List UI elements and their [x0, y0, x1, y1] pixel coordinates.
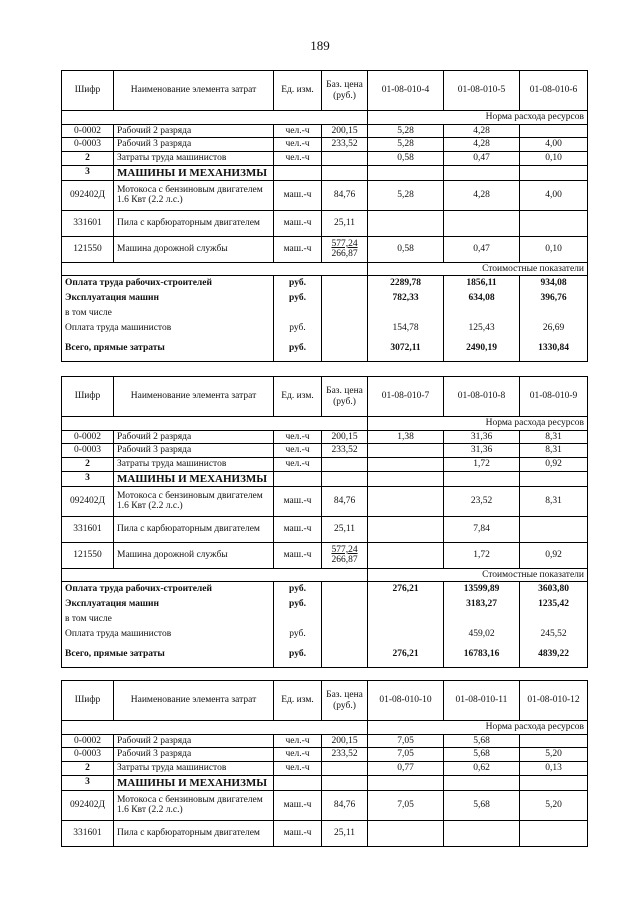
row-price: 200,15 [322, 430, 368, 444]
row-value-v1 [368, 471, 444, 486]
row-unit: чел.-ч [274, 761, 322, 775]
cost-price-empty [322, 612, 368, 627]
row-code: 0-0002 [62, 430, 114, 444]
row-value-v2: 7,84 [444, 516, 520, 542]
cost-unit: руб. [274, 291, 322, 306]
cost-row [62, 306, 588, 321]
cost-row [62, 321, 588, 336]
row-value-v1: 1,38 [368, 430, 444, 444]
row-code: 121550 [62, 542, 114, 568]
row-name: Мотокоса с бензиновым двигателем 1.6 Квт (2.2 л.с.) [114, 486, 274, 516]
cost-row [62, 597, 588, 612]
table-row [62, 151, 588, 165]
row-value-v2: 0,47 [444, 236, 520, 262]
cost-unit: руб. [274, 597, 322, 612]
row-unit: маш.-ч [274, 542, 322, 568]
row-code: 092402Д [62, 790, 114, 820]
row-value-v2: 1,72 [444, 457, 520, 471]
cost-value-v1: 276,21 [368, 642, 444, 668]
row-code: 0-0003 [62, 138, 114, 152]
row-value-v1 [368, 165, 444, 180]
row-unit: чел.-ч [274, 124, 322, 138]
cost-value-v2: 2490,19 [444, 336, 520, 362]
row-value-v3: 8,31 [520, 486, 588, 516]
cost-unit: руб. [274, 321, 322, 336]
norm-label: Норма расхода ресурсов [368, 111, 588, 125]
row-name: Машина дорожной службы [114, 542, 274, 568]
row-price [322, 761, 368, 775]
header-unit: Ед. изм. [274, 71, 322, 111]
row-value-v1 [368, 444, 444, 458]
row-code: 331601 [62, 210, 114, 236]
row-unit: чел.-ч [274, 734, 322, 748]
row-unit: чел.-ч [274, 430, 322, 444]
row-code: 0-0002 [62, 124, 114, 138]
table-row [62, 486, 588, 516]
table-row [62, 165, 588, 180]
row-name: Рабочий 2 разряда [114, 124, 274, 138]
cost-value-v3: 1330,84 [520, 336, 588, 362]
row-code: 0-0003 [62, 748, 114, 762]
cost-unit: руб. [274, 642, 322, 668]
row-value-v3 [520, 471, 588, 486]
cost-label-spacer [62, 262, 368, 276]
norm-label: Норма расхода ресурсов [368, 721, 588, 735]
row-code: 092402Д [62, 180, 114, 210]
cost-unit: руб. [274, 336, 322, 362]
cost-value-v2: 125,43 [444, 321, 520, 336]
row-value-v2: 5,68 [444, 748, 520, 762]
row-value-v3 [520, 210, 588, 236]
row-value-v1: 5,28 [368, 138, 444, 152]
header-unit: Ед. изм. [274, 377, 322, 417]
row-value-v2 [444, 775, 520, 790]
cost-value-v3: 26,69 [520, 321, 588, 336]
row-value-v3: 4,00 [520, 180, 588, 210]
cost-name: Всего, прямые затраты [62, 336, 274, 362]
cost-price-empty [322, 336, 368, 362]
row-price-bottom: 266,87 [331, 249, 358, 260]
row-unit: чел.-ч [274, 444, 322, 458]
cost-value-v2 [444, 306, 520, 321]
row-price-top: 577,24 [331, 544, 358, 555]
header-col2: 01-08-010-8 [444, 377, 520, 417]
row-value-v3: 8,31 [520, 444, 588, 458]
cost-price-empty [322, 582, 368, 597]
row-name: МАШИНЫ И МЕХАНИЗМЫ [114, 775, 274, 790]
table-row [62, 748, 588, 762]
row-value-v1 [368, 210, 444, 236]
row-code: 2 [62, 151, 114, 165]
table-row [62, 820, 588, 846]
row-value-v2: 23,52 [444, 486, 520, 516]
row-value-v2 [444, 471, 520, 486]
row-value-v3 [520, 775, 588, 790]
row-unit: чел.-ч [274, 151, 322, 165]
cost-name: Оплата труда рабочих-строителей [62, 582, 274, 597]
row-unit: чел.-ч [274, 457, 322, 471]
cost-label-row [62, 568, 588, 582]
table-row [62, 444, 588, 458]
row-unit [274, 165, 322, 180]
table-row [62, 542, 588, 568]
row-name: Машина дорожной службы [114, 236, 274, 262]
row-value-v1 [368, 486, 444, 516]
row-value-v2: 4,28 [444, 124, 520, 138]
cost-value-v1: 154,78 [368, 321, 444, 336]
table-row [62, 457, 588, 471]
row-value-v3 [520, 734, 588, 748]
row-value-v3 [520, 165, 588, 180]
row-value-v3: 0,92 [520, 542, 588, 568]
cost-name: Эксплуатация машин [62, 597, 274, 612]
row-value-v1: 0,58 [368, 236, 444, 262]
cost-value-v2: 13599,89 [444, 582, 520, 597]
row-price [322, 165, 368, 180]
header-price: Баз. цена (руб.) [322, 377, 368, 417]
cost-value-v1 [368, 627, 444, 642]
row-value-v3: 8,31 [520, 430, 588, 444]
cost-value-v3 [520, 612, 588, 627]
row-code: 121550 [62, 236, 114, 262]
cost-value-v2: 16783,16 [444, 642, 520, 668]
row-value-v2: 0,47 [444, 151, 520, 165]
row-value-v2: 5,68 [444, 734, 520, 748]
row-value-v2: 1,72 [444, 542, 520, 568]
cost-table-3 [61, 680, 588, 847]
cost-price-empty [322, 642, 368, 668]
table-row [62, 430, 588, 444]
row-price [322, 471, 368, 486]
table-row [62, 180, 588, 210]
cost-row [62, 642, 588, 668]
cost-price-empty [322, 597, 368, 612]
row-code: 0-0002 [62, 734, 114, 748]
row-code: 0-0003 [62, 444, 114, 458]
row-price [322, 542, 368, 568]
row-value-v3: 5,20 [520, 790, 588, 820]
table-row [62, 210, 588, 236]
cost-row [62, 336, 588, 362]
row-value-v1: 7,05 [368, 748, 444, 762]
cost-value-v3: 934,08 [520, 276, 588, 291]
row-value-v1: 5,28 [368, 180, 444, 210]
row-price: 25,11 [322, 516, 368, 542]
row-name: МАШИНЫ И МЕХАНИЗМЫ [114, 165, 274, 180]
cost-row [62, 276, 588, 291]
cost-unit: руб. [274, 276, 322, 291]
row-unit: маш.-ч [274, 820, 322, 846]
cost-price-empty [322, 627, 368, 642]
norm-label-spacer [62, 721, 368, 735]
header-col1: 01-08-010-7 [368, 377, 444, 417]
cost-name: Оплата труда машинистов [62, 627, 274, 642]
row-value-v3: 5,20 [520, 748, 588, 762]
row-value-v2: 5,68 [444, 790, 520, 820]
cost-value-v1 [368, 612, 444, 627]
row-price [322, 151, 368, 165]
row-name: Затраты труда машинистов [114, 761, 274, 775]
row-value-v1 [368, 820, 444, 846]
table-row [62, 236, 588, 262]
cost-price-empty [322, 306, 368, 321]
norm-label-spacer [62, 111, 368, 125]
row-value-v2: 4,28 [444, 138, 520, 152]
row-value-v2: 4,28 [444, 180, 520, 210]
table-row [62, 138, 588, 152]
cost-name: Эксплуатация машин [62, 291, 274, 306]
header-name: Наименование элемента затрат [114, 71, 274, 111]
row-name: Рабочий 3 разряда [114, 444, 274, 458]
row-value-v1 [368, 457, 444, 471]
table-row [62, 471, 588, 486]
row-price-top: 577,24 [331, 238, 358, 249]
row-value-v3 [520, 820, 588, 846]
table-header-row [62, 377, 588, 417]
row-name: МАШИНЫ И МЕХАНИЗМЫ [114, 471, 274, 486]
cost-value-v1: 782,33 [368, 291, 444, 306]
row-name: Пила с карбюраторным двигателем [114, 516, 274, 542]
row-value-v1: 0,77 [368, 761, 444, 775]
row-value-v2: 0,62 [444, 761, 520, 775]
row-name: Мотокоса с бензиновым двигателем 1.6 Квт (2.2 л.с.) [114, 180, 274, 210]
row-price: 84,76 [322, 790, 368, 820]
header-name: Наименование элемента затрат [114, 377, 274, 417]
row-code: 3 [62, 775, 114, 790]
norm-label-row [62, 721, 588, 735]
cost-table-1 [61, 70, 588, 362]
row-price: 25,11 [322, 820, 368, 846]
header-col2: 01-08-010-5 [444, 71, 520, 111]
cost-value-v3: 4839,22 [520, 642, 588, 668]
row-price: 84,76 [322, 486, 368, 516]
row-unit: маш.-ч [274, 790, 322, 820]
cost-table-2 [61, 376, 588, 668]
row-value-v1 [368, 516, 444, 542]
row-value-v1: 7,05 [368, 790, 444, 820]
row-code: 331601 [62, 820, 114, 846]
row-price [322, 457, 368, 471]
row-name: Пила с карбюраторным двигателем [114, 820, 274, 846]
row-name: Затраты труда машинистов [114, 151, 274, 165]
cost-value-v2: 459,02 [444, 627, 520, 642]
row-unit: чел.-ч [274, 138, 322, 152]
row-value-v3: 0,92 [520, 457, 588, 471]
row-code: 2 [62, 761, 114, 775]
row-price: 233,52 [322, 444, 368, 458]
header-code: Шифр [62, 377, 114, 417]
row-code: 3 [62, 165, 114, 180]
cost-price-empty [322, 291, 368, 306]
cost-value-v2 [444, 612, 520, 627]
table-row [62, 775, 588, 790]
row-value-v2 [444, 820, 520, 846]
cost-row [62, 291, 588, 306]
row-unit [274, 471, 322, 486]
header-code: Шифр [62, 71, 114, 111]
cost-value-v1 [368, 306, 444, 321]
row-value-v3: 0,10 [520, 236, 588, 262]
row-price: 233,52 [322, 138, 368, 152]
cost-value-v2: 3183,27 [444, 597, 520, 612]
norm-label-row [62, 417, 588, 431]
cost-row [62, 582, 588, 597]
cost-label-spacer [62, 568, 368, 582]
header-code: Шифр [62, 681, 114, 721]
table-row [62, 124, 588, 138]
row-name: Рабочий 3 разряда [114, 748, 274, 762]
header-price: Баз. цена (руб.) [322, 71, 368, 111]
cost-value-v1: 2289,78 [368, 276, 444, 291]
cost-value-v3 [520, 306, 588, 321]
cost-label: Стоимостные показатели [368, 568, 588, 582]
cost-name: в том числе [62, 612, 274, 627]
header-col3: 01-08-010-6 [520, 71, 588, 111]
row-value-v1 [368, 775, 444, 790]
row-name: Рабочий 3 разряда [114, 138, 274, 152]
cost-value-v2: 634,08 [444, 291, 520, 306]
row-value-v3: 0,13 [520, 761, 588, 775]
cost-row [62, 612, 588, 627]
cost-value-v3: 396,76 [520, 291, 588, 306]
row-code: 331601 [62, 516, 114, 542]
row-unit: маш.-ч [274, 180, 322, 210]
cost-price-empty [322, 321, 368, 336]
row-unit: чел.-ч [274, 748, 322, 762]
cost-value-v1 [368, 597, 444, 612]
row-value-v1: 0,58 [368, 151, 444, 165]
cost-label: Стоимостные показатели [368, 262, 588, 276]
row-value-v2 [444, 210, 520, 236]
row-value-v3 [520, 124, 588, 138]
norm-label-row [62, 111, 588, 125]
header-col3: 01-08-010-9 [520, 377, 588, 417]
row-name: Мотокоса с бензиновым двигателем 1.6 Квт (2.2 л.с.) [114, 790, 274, 820]
header-unit: Ед. изм. [274, 681, 322, 721]
table-header-row [62, 71, 588, 111]
row-value-v3: 0,10 [520, 151, 588, 165]
cost-value-v3: 3603,80 [520, 582, 588, 597]
cost-value-v1: 3072,11 [368, 336, 444, 362]
row-unit [274, 775, 322, 790]
row-price: 233,52 [322, 748, 368, 762]
table-header-row [62, 681, 588, 721]
header-col1: 01-08-010-10 [368, 681, 444, 721]
cost-unit: руб. [274, 627, 322, 642]
header-price: Баз. цена (руб.) [322, 681, 368, 721]
row-value-v1: 5,28 [368, 124, 444, 138]
header-col2: 01-08-010-11 [444, 681, 520, 721]
row-code: 092402Д [62, 486, 114, 516]
row-value-v3 [520, 516, 588, 542]
row-unit: маш.-ч [274, 236, 322, 262]
cost-value-v3: 1235,42 [520, 597, 588, 612]
cost-unit [274, 612, 322, 627]
cost-value-v2: 1856,11 [444, 276, 520, 291]
cost-value-v1: 276,21 [368, 582, 444, 597]
cost-label-row [62, 262, 588, 276]
norm-label-spacer [62, 417, 368, 431]
row-code: 2 [62, 457, 114, 471]
table-row [62, 516, 588, 542]
cost-value-v3: 245,52 [520, 627, 588, 642]
norm-label: Норма расхода ресурсов [368, 417, 588, 431]
row-price: 25,11 [322, 210, 368, 236]
row-price-bottom: 266,87 [331, 555, 358, 566]
row-unit: маш.-ч [274, 516, 322, 542]
row-unit: маш.-ч [274, 486, 322, 516]
table-row [62, 761, 588, 775]
cost-name: в том числе [62, 306, 274, 321]
row-price [322, 236, 368, 262]
cost-unit [274, 306, 322, 321]
cost-price-empty [322, 276, 368, 291]
row-price: 84,76 [322, 180, 368, 210]
row-price [322, 775, 368, 790]
cost-name: Всего, прямые затраты [62, 642, 274, 668]
row-unit: маш.-ч [274, 210, 322, 236]
row-code: 3 [62, 471, 114, 486]
header-col3: 01-08-010-12 [520, 681, 588, 721]
row-value-v2: 31,36 [444, 430, 520, 444]
cost-name: Оплата труда машинистов [62, 321, 274, 336]
row-name: Рабочий 2 разряда [114, 734, 274, 748]
row-price: 200,15 [322, 124, 368, 138]
row-name: Затраты труда машинистов [114, 457, 274, 471]
row-name: Рабочий 2 разряда [114, 430, 274, 444]
page-number: 189 [310, 38, 330, 53]
cost-row [62, 627, 588, 642]
row-price: 200,15 [322, 734, 368, 748]
row-value-v2 [444, 165, 520, 180]
row-value-v2: 31,36 [444, 444, 520, 458]
row-value-v1 [368, 542, 444, 568]
cost-unit: руб. [274, 582, 322, 597]
header-col1: 01-08-010-4 [368, 71, 444, 111]
table-row [62, 734, 588, 748]
row-value-v3: 4,00 [520, 138, 588, 152]
cost-name: Оплата труда рабочих-строителей [62, 276, 274, 291]
row-value-v1: 7,05 [368, 734, 444, 748]
row-name: Пила с карбюраторным двигателем [114, 210, 274, 236]
table-row [62, 790, 588, 820]
header-name: Наименование элемента затрат [114, 681, 274, 721]
